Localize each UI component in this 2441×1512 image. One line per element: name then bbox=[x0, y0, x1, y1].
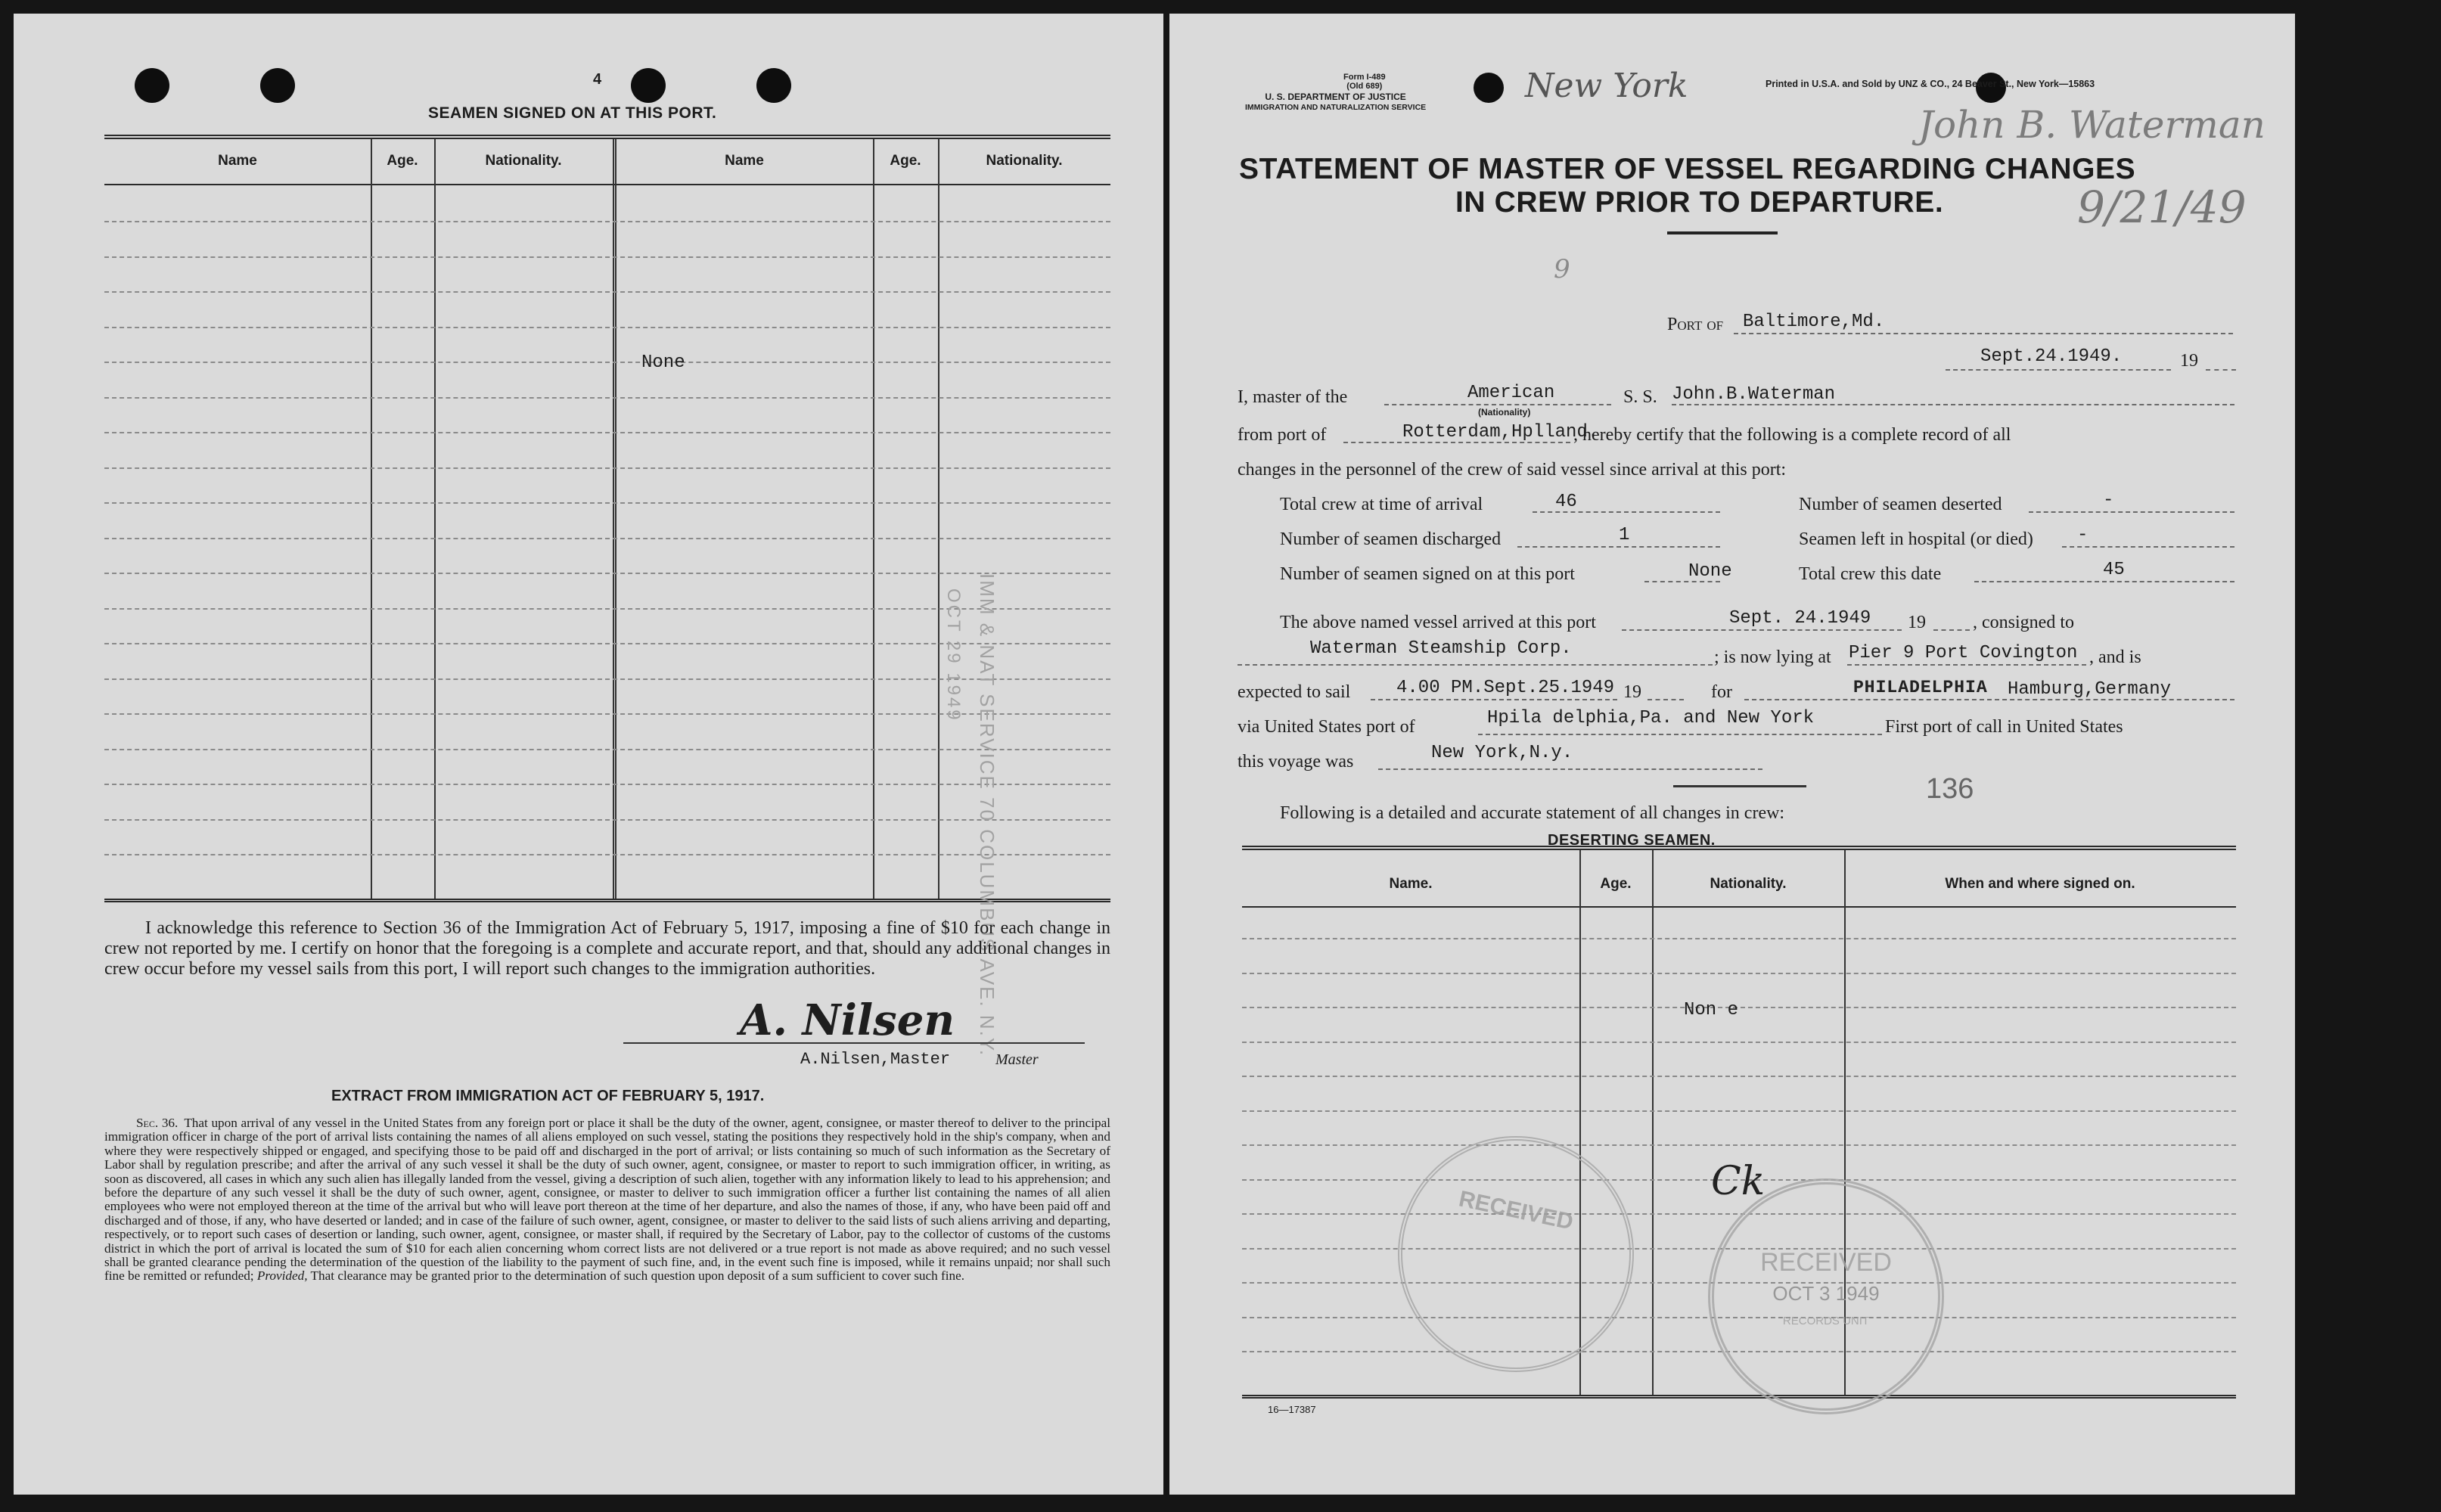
discharged-line bbox=[1517, 546, 1720, 548]
table-row-rule bbox=[104, 221, 1110, 222]
table-row-rule bbox=[1242, 1042, 2236, 1043]
signature-line bbox=[623, 1042, 1085, 1044]
year-field-line bbox=[2206, 369, 2236, 371]
signer-typed-name: A.Nilsen,Master bbox=[800, 1050, 951, 1069]
consignee-value: Waterman Steamship Corp. bbox=[1310, 638, 1572, 659]
total-crew-date-value: 45 bbox=[2103, 560, 2125, 580]
vertical-service-stamp: IMM & NAT SERVICE 70 COLUMBUS AVE. N.Y. bbox=[976, 573, 998, 1057]
consigned-label: , consigned to bbox=[1973, 613, 2074, 632]
table-entry-none: Non e bbox=[1684, 1000, 1739, 1020]
extract-section-label: Sec. 36. bbox=[136, 1116, 179, 1130]
extract-text: That upon arrival of any vessel in the United States from any foreign port or place it shall be the duty of the owner, agent, consignee, or master thereof to deliver to the principal immigration officer in charge of the port of arrival lists containing the names of all aliens employed on such vessel, stating the positions they respectively hold in the ship's company, when and where they were respectively shipped or engaged, and specifying those to be paid off and discharged in the port of arrival; or lists containing so much of such information as the Secretary of Labor shall by regulation prescribe; and after the arrival of any such vessel it shall be the duty of such owner, agent, consignee, or master to report to such immigration officer, in writing, as soon as discovered, all cases in which any such alien has illegally landed from the vessel, giving a description of such alien, together with any information likely to lead to his apprehension; and before the departure of any such vessel it shall be the duty of such owner, agent, consignee, or master to deliver to such immigration officer a further list containing the names of all alien employees who were not employed thereon at the time of the arrival but who will leave port thereon at the time of her departure, and also the names of those, if any, who have been paid off and discharged and of those, if any, who have deserted or landed; and in case of the failure of such owner, agent, consignee, or master to deliver to the said lists of such aliens arriving and departing, respectively, or to report such cases of desertion or landing, such owner, agent, consignee, or master shall, if required by the Secretary of Labor, pay to the collector of customs of the customs district in which the port of arrival is located the sum of $10 for each alien concerning whom correct lists are not delivered or a true report is not made as above required; and no such vessel shall be granted clearance pending the determination of the question of the liability to the payment of such fine, and, in the event such fine is imposed, while it remains unpaid; nor shall such fine be remitted or refunded; bbox=[104, 1116, 1110, 1284]
col-header-age-1: Age. bbox=[387, 153, 418, 169]
received-stamp-1 bbox=[1398, 1136, 1634, 1372]
nationality-field-line bbox=[1384, 404, 1611, 405]
col-header-age-2: Age. bbox=[890, 153, 921, 169]
received-stamp-2 bbox=[1708, 1178, 1944, 1414]
hospital-value: - bbox=[2077, 525, 2089, 545]
table-row-rule bbox=[104, 538, 1110, 539]
received-stamp-1-text: RECEIVED bbox=[1456, 1186, 1576, 1235]
handwritten-date: 9/21/49 bbox=[2077, 182, 2247, 233]
handwritten-initials: Ck bbox=[1711, 1159, 1766, 1204]
section-title: SEAMEN SIGNED ON AT THIS PORT. bbox=[428, 104, 717, 122]
port-label: Port of bbox=[1667, 315, 1724, 334]
total-crew-date-label: Total crew this date bbox=[1799, 564, 1942, 584]
received-stamp-2-text: RECEIVED bbox=[1760, 1248, 1892, 1277]
table-row-rule bbox=[1242, 1144, 2236, 1146]
col-header-age: Age. bbox=[1600, 876, 1632, 892]
via-value: Hpila delphia,Pa. and New York bbox=[1487, 708, 1815, 728]
hospital-line bbox=[2062, 546, 2234, 548]
deserting-title: DESERTING SEAMEN. bbox=[1548, 832, 1716, 849]
from-port-value: Rotterdam,Hplland. bbox=[1402, 422, 1599, 442]
handwritten-mark: 9 bbox=[1554, 254, 1570, 284]
seamen-signed-on-table bbox=[104, 135, 1110, 906]
arrived-line bbox=[1622, 629, 1902, 631]
via-line bbox=[1478, 734, 1882, 735]
discharged-value: 1 bbox=[1619, 525, 1630, 545]
col-header-name-1: Name bbox=[218, 153, 257, 169]
signed-on-label: Number of seamen signed on at this port bbox=[1280, 564, 1575, 584]
vessel-name: John.B.Waterman bbox=[1672, 384, 1836, 405]
voyage-rule bbox=[1673, 785, 1806, 787]
changes-text: changes in the personnel of the crew of said vessel since arrival at this port: bbox=[1238, 460, 1787, 480]
signed-on-value: None bbox=[1688, 561, 1732, 582]
voyage-value: New York,N.y. bbox=[1431, 743, 1573, 763]
handwritten-name: John B. Waterman bbox=[1918, 103, 2266, 147]
right-page bbox=[1169, 14, 2295, 1495]
date-field-line bbox=[1946, 369, 2171, 371]
table-row-rule bbox=[104, 819, 1110, 821]
punch-hole-2 bbox=[260, 68, 295, 103]
table-row-rule bbox=[1242, 1213, 2236, 1215]
left-page bbox=[14, 14, 1163, 1495]
extract-proviso: That clearance may be granted prior to the determination of such question upon deposit of a sum sufficient to cover such fine. bbox=[310, 1268, 965, 1284]
table-row-rule bbox=[104, 397, 1110, 399]
col-header-name-2: Name bbox=[725, 153, 764, 169]
vertical-date-stamp: OCT 29 1949 bbox=[943, 588, 964, 722]
date-value: Sept.24.1949. bbox=[1980, 346, 2123, 367]
master-of-label: I, master of the bbox=[1238, 387, 1348, 407]
for-label: for bbox=[1711, 682, 1732, 702]
deserted-line bbox=[2029, 511, 2234, 513]
expected-label: expected to sail bbox=[1238, 682, 1351, 702]
table-row-rule bbox=[104, 291, 1110, 293]
date-year-suffix: 19 bbox=[2180, 351, 2198, 371]
table-row-rule bbox=[104, 327, 1110, 328]
form-title-line-2: IN CREW PRIOR TO DEPARTURE. bbox=[1455, 186, 1944, 219]
consignee-line bbox=[1238, 664, 1713, 666]
from-port-label: from port of bbox=[1238, 425, 1327, 445]
via-label: via United States port of bbox=[1238, 717, 1415, 737]
col-header-nationality: Nationality. bbox=[1710, 876, 1787, 892]
table-row-rule bbox=[104, 432, 1110, 433]
lying-value: Pier 9 Port Covington bbox=[1849, 643, 2078, 663]
certify-text: , hereby certify that the following is a complete record of all bbox=[1573, 425, 2011, 445]
table-row-rule bbox=[104, 854, 1110, 855]
records-unit-text: RECORDS UNIT bbox=[1782, 1315, 1870, 1327]
lying-label: ; is now lying at bbox=[1714, 647, 1831, 667]
handwritten-city: New York bbox=[1525, 67, 1688, 105]
col-header-nationality-2: Nationality. bbox=[986, 153, 1063, 169]
extract-title: EXTRACT FROM IMMIGRATION ACT OF FEBRUARY 5, 1917. bbox=[331, 1088, 765, 1104]
arrived-value: Sept. 24.1949 bbox=[1729, 608, 1871, 629]
expected-year-suffix: 19 bbox=[1623, 682, 1641, 702]
port-value: Baltimore,Md. bbox=[1743, 312, 1885, 332]
col-header-signed-on: When and where signed on. bbox=[1945, 876, 2135, 892]
and-is-label: , and is bbox=[2089, 647, 2141, 667]
total-crew-arrival-value: 46 bbox=[1555, 492, 1577, 512]
table-row-rule bbox=[1242, 1110, 2236, 1112]
stamp-number: 136 bbox=[1926, 773, 1974, 805]
master-signature: A. Nilsen bbox=[740, 995, 955, 1045]
following-text: Following is a detailed and accurate statement of all changes in crew: bbox=[1280, 803, 1785, 823]
destination-struck: PHILADELPHIA bbox=[1853, 678, 1988, 697]
voyage-line bbox=[1378, 768, 1762, 770]
table-entry-none: None bbox=[641, 352, 685, 373]
table-row-rule bbox=[104, 256, 1110, 258]
received-stamp-date: OCT 3 1949 bbox=[1772, 1282, 1880, 1305]
punch-hole-4 bbox=[756, 68, 791, 103]
table-row-rule bbox=[1242, 973, 2236, 974]
form-title-line-1: STATEMENT OF MASTER OF VESSEL REGARDING CHANGES bbox=[1239, 153, 2136, 185]
acknowledgement-text: I acknowledge this reference to Section 36 of the Immigration Act of February 5, 1917, imposing a fine of $10 for each change in crew not reported by me. I certify on honor that the foregoing is a complete and accurate report, and that, should any additional changes in crew occur before my vessel sails from this port, I will report such changes to the immigration authorities. bbox=[104, 918, 1110, 979]
expected-year-line bbox=[1648, 699, 1684, 700]
printer-imprint: Printed in U.S.A. and Sold by UNZ & CO., 24 Beaver St., New York—15863 bbox=[1766, 79, 2095, 89]
deserted-label: Number of seamen deserted bbox=[1799, 495, 2002, 514]
page-number: 4 bbox=[593, 71, 602, 88]
table-row-rule bbox=[104, 467, 1110, 469]
table-row-rule bbox=[1242, 1007, 2236, 1008]
deserted-value: - bbox=[2103, 490, 2114, 511]
table-row-rule bbox=[104, 502, 1110, 504]
extract-body bbox=[104, 1116, 1110, 1284]
discharged-label: Number of seamen discharged bbox=[1280, 529, 1502, 549]
col-header-name: Name. bbox=[1389, 876, 1433, 892]
total-crew-arrival-label: Total crew at time of arrival bbox=[1280, 495, 1483, 514]
agency-block bbox=[1245, 92, 1426, 113]
arrived-label: The above named vessel arrived at this port bbox=[1280, 613, 1596, 632]
form-number: Form I-489 bbox=[1343, 73, 1386, 82]
expected-line bbox=[1371, 699, 1617, 700]
punch-hole-1 bbox=[135, 68, 169, 103]
port-field-line bbox=[1734, 333, 2233, 334]
service-name: IMMIGRATION AND NATURALIZATION SERVICE bbox=[1245, 103, 1427, 112]
ss-label: S. S. bbox=[1623, 387, 1657, 407]
col-header-nationality-1: Nationality. bbox=[485, 153, 562, 169]
department-name: U. S. DEPARTMENT OF JUSTICE bbox=[1265, 92, 1406, 102]
total-crew-date-line bbox=[1974, 581, 2234, 582]
punch-hole-3 bbox=[631, 68, 666, 103]
destination-value: Hamburg,Germany bbox=[2008, 679, 2172, 700]
table-row-rule bbox=[104, 784, 1110, 785]
expected-value: 4.00 PM.Sept.25.1949 bbox=[1396, 678, 1615, 698]
footer-code: 16—17387 bbox=[1268, 1404, 1316, 1415]
arrived-year-suffix: 19 bbox=[1908, 613, 1926, 632]
title-rule bbox=[1667, 231, 1778, 234]
punch-hole-5 bbox=[1474, 73, 1504, 103]
form-identification bbox=[1343, 73, 1386, 91]
table-row-rule bbox=[1242, 938, 2236, 939]
lying-line bbox=[1847, 664, 2086, 666]
table-row-rule bbox=[104, 749, 1110, 750]
extract-proviso-label: Provided, bbox=[256, 1268, 308, 1284]
hospital-label: Seamen left in hospital (or died) bbox=[1799, 529, 2033, 549]
nationality-caption: (Nationality) bbox=[1478, 407, 1531, 418]
nationality-value: American bbox=[1467, 383, 1555, 403]
signer-printed-title: Master bbox=[995, 1051, 1039, 1068]
table-row-rule bbox=[1242, 1076, 2236, 1077]
form-old-number: (Old 689) bbox=[1346, 82, 1383, 91]
table-row-rule bbox=[104, 573, 1110, 574]
voyage-label: this voyage was bbox=[1238, 752, 1354, 772]
first-port-label: First port of call in United States bbox=[1885, 717, 2123, 737]
arrived-year-line bbox=[1933, 629, 1970, 631]
table-row-rule bbox=[104, 362, 1110, 363]
